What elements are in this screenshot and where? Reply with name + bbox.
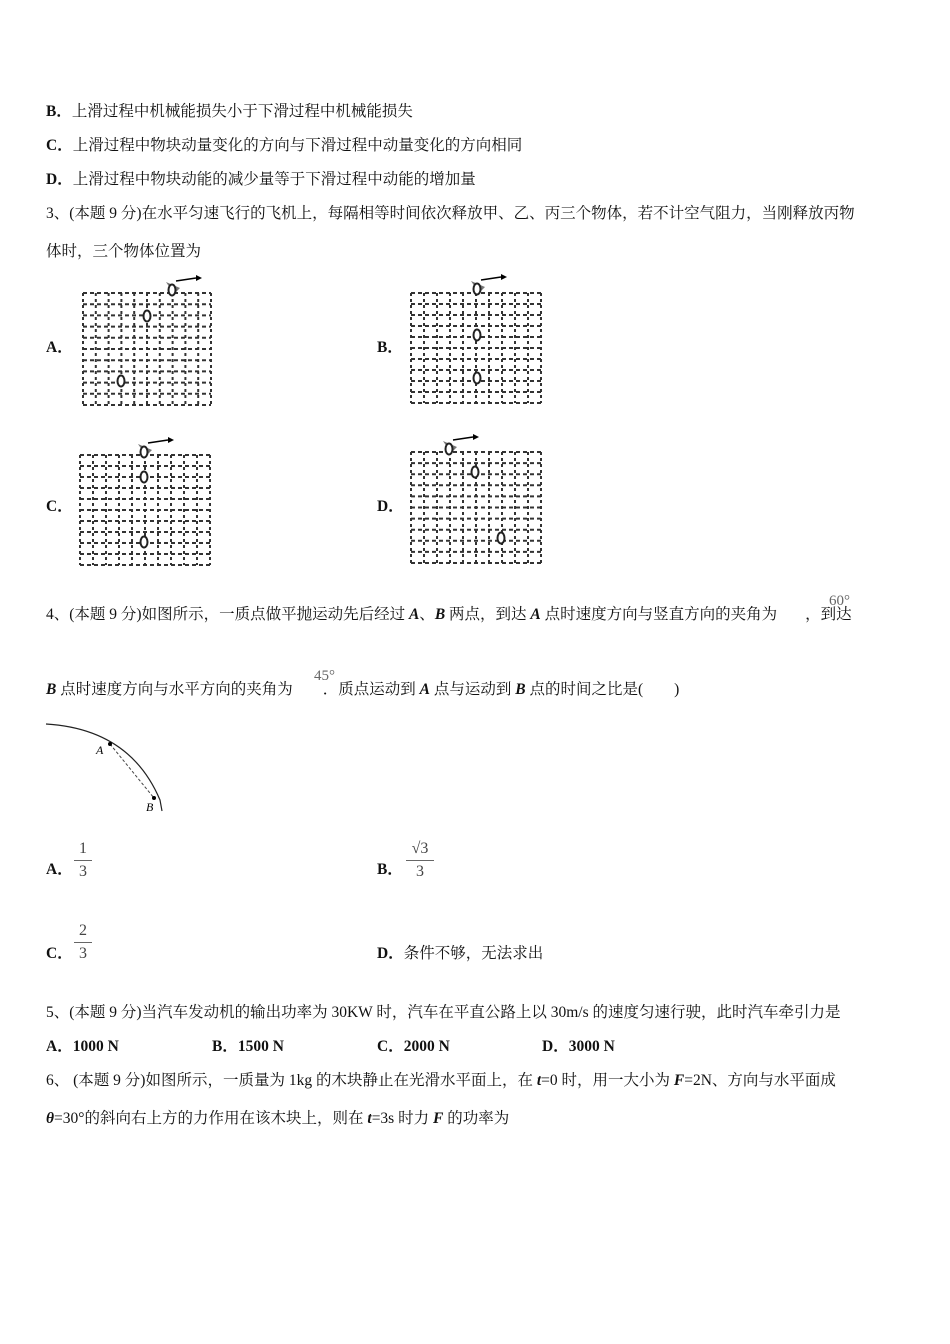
q5-option-c: C．2000 N [377, 1038, 450, 1055]
angle-60: 60° [829, 593, 850, 609]
velocity-arrow [481, 277, 501, 280]
text: =0 时，用一大小为 [541, 1072, 674, 1089]
point-a-dot [108, 742, 112, 746]
dropped-object [446, 444, 453, 455]
q4-option-c-label: C． [46, 945, 73, 962]
arrow-head-icon [168, 437, 174, 443]
var-t: t [367, 1110, 372, 1127]
arrow-head-icon [473, 434, 479, 440]
angle-45: 45° [314, 668, 335, 684]
text: ．质点运动到 [322, 681, 420, 698]
q5-option-d: D．3000 N [542, 1038, 615, 1055]
q3-figure-d [411, 452, 541, 563]
text: 点与运动到 [429, 681, 516, 698]
option-label: D． [377, 945, 404, 962]
arrow-head-icon [196, 275, 202, 281]
trajectory-curve [46, 724, 162, 811]
text: 两点，到达 [445, 606, 531, 623]
q5-option-b: B．1500 N [212, 1038, 284, 1055]
q3-figure-a [83, 293, 211, 405]
var-theta: θ [46, 1110, 55, 1127]
q4-option-d [377, 944, 543, 964]
option-text: 上滑过程中机械能损失小于下滑过程中机械能损失 [71, 103, 413, 120]
q4-option-b-label: B． [377, 861, 403, 878]
dropped-object [474, 373, 481, 384]
q3-figure-b [411, 293, 541, 403]
dropped-object [474, 284, 481, 295]
point-b: B [434, 606, 446, 623]
point-b: B [515, 681, 526, 698]
q3-option-a-label: A． [46, 339, 73, 356]
point-a: A [419, 681, 430, 698]
point-a: A [408, 606, 420, 623]
denominator: 3 [406, 860, 434, 883]
dropped-object [498, 533, 505, 544]
q4-option-a-fraction [74, 838, 92, 883]
point-a: A [530, 606, 541, 623]
velocity-arrow [176, 278, 196, 281]
q3-option-d-label: D． [377, 498, 404, 515]
fig-label-a: A [96, 743, 104, 757]
fig-label-b: B [146, 800, 154, 814]
option-label: D． [46, 171, 73, 188]
numerator: 1 [79, 840, 87, 857]
arrow-head-icon [501, 274, 507, 280]
q2-option-c [46, 136, 522, 156]
option-label: B． [46, 103, 72, 120]
numerator: √3 [411, 840, 429, 857]
dropped-object [118, 376, 125, 387]
option-text: 上滑过程中物块动量变化的方向与下滑过程中动量变化的方向相同 [72, 137, 523, 154]
text: 4、(本题 9 分)如图所示，一质点做平抛运动先后经过 [46, 606, 409, 623]
q5-option-a: A．1000 N [46, 1038, 119, 1055]
q6-stem-line1 [46, 1071, 836, 1091]
dropped-object [141, 472, 148, 483]
q2-option-b [46, 102, 413, 122]
var-f: F [673, 1072, 685, 1089]
var-t: t [536, 1072, 542, 1089]
velocity-arrow [453, 437, 473, 440]
denominator: 3 [74, 860, 92, 883]
text: ，到达 [805, 606, 852, 623]
point-b: B [46, 681, 57, 698]
dropped-object [144, 311, 151, 322]
text: 点时速度方向与竖直方向的夹角为 [540, 606, 778, 623]
var-f: F [432, 1110, 444, 1127]
denominator: 3 [74, 942, 92, 965]
dropped-object [141, 537, 148, 548]
text: 6、 (本题 9 分)如图所示，一质量为 1kg 的木块静止在光滑水平面上，在 [46, 1072, 537, 1089]
text: =2N、方向与水平面成 [684, 1072, 836, 1089]
q4-option-c-fraction [74, 920, 92, 965]
dropped-object [474, 330, 481, 341]
velocity-arrow [148, 440, 168, 443]
q3-figure-c [80, 455, 210, 565]
q3-option-c-label: C． [46, 498, 73, 515]
q4-trajectory-figure [40, 715, 180, 820]
q4-option-a-label: A． [46, 861, 73, 878]
dropped-object [169, 285, 176, 296]
q3-stem-line1: 3、(本题 9 分)在水平匀速飞行的飞机上，每隔相等时间依次释放甲、乙、丙三个物体，若不计空气阻力，当刚释放丙物 [46, 205, 855, 222]
q3-option-b-label: B． [377, 339, 403, 356]
text: 点时速度方向与水平方向的夹角为 [56, 681, 293, 698]
numerator: 2 [79, 922, 87, 939]
q3-stem-line2: 体时，三个物体位置为 [46, 243, 202, 260]
q5-stem: 5、(本题 9 分)当汽车发动机的输出功率为 30KW 时，汽车在平直公路上以 30m/s 的速度匀速行驶，此时汽车牵引力是 [46, 1004, 841, 1021]
q4-option-b-fraction [406, 838, 434, 883]
dropped-object [141, 447, 148, 458]
text: 点的时间之比是( ) [525, 681, 680, 698]
q6-stem-line2 [46, 1109, 509, 1129]
text: =3s 时力 [371, 1110, 433, 1127]
q4-stem-line1 [46, 605, 852, 625]
text: 的功率为 [443, 1110, 510, 1127]
dropped-object [472, 467, 479, 478]
option-label: C． [46, 137, 73, 154]
option-text: 上滑过程中物块动能的减少量等于下滑过程中动能的增加量 [72, 171, 476, 188]
option-text: 条件不够，无法求出 [403, 945, 544, 962]
chord-line [110, 744, 154, 798]
q4-stem-line2 [46, 680, 679, 700]
text: =30°的斜向右上方的力作用在该木块上，则在 [54, 1110, 368, 1127]
text: 、 [419, 606, 435, 623]
q2-option-d [46, 170, 476, 190]
